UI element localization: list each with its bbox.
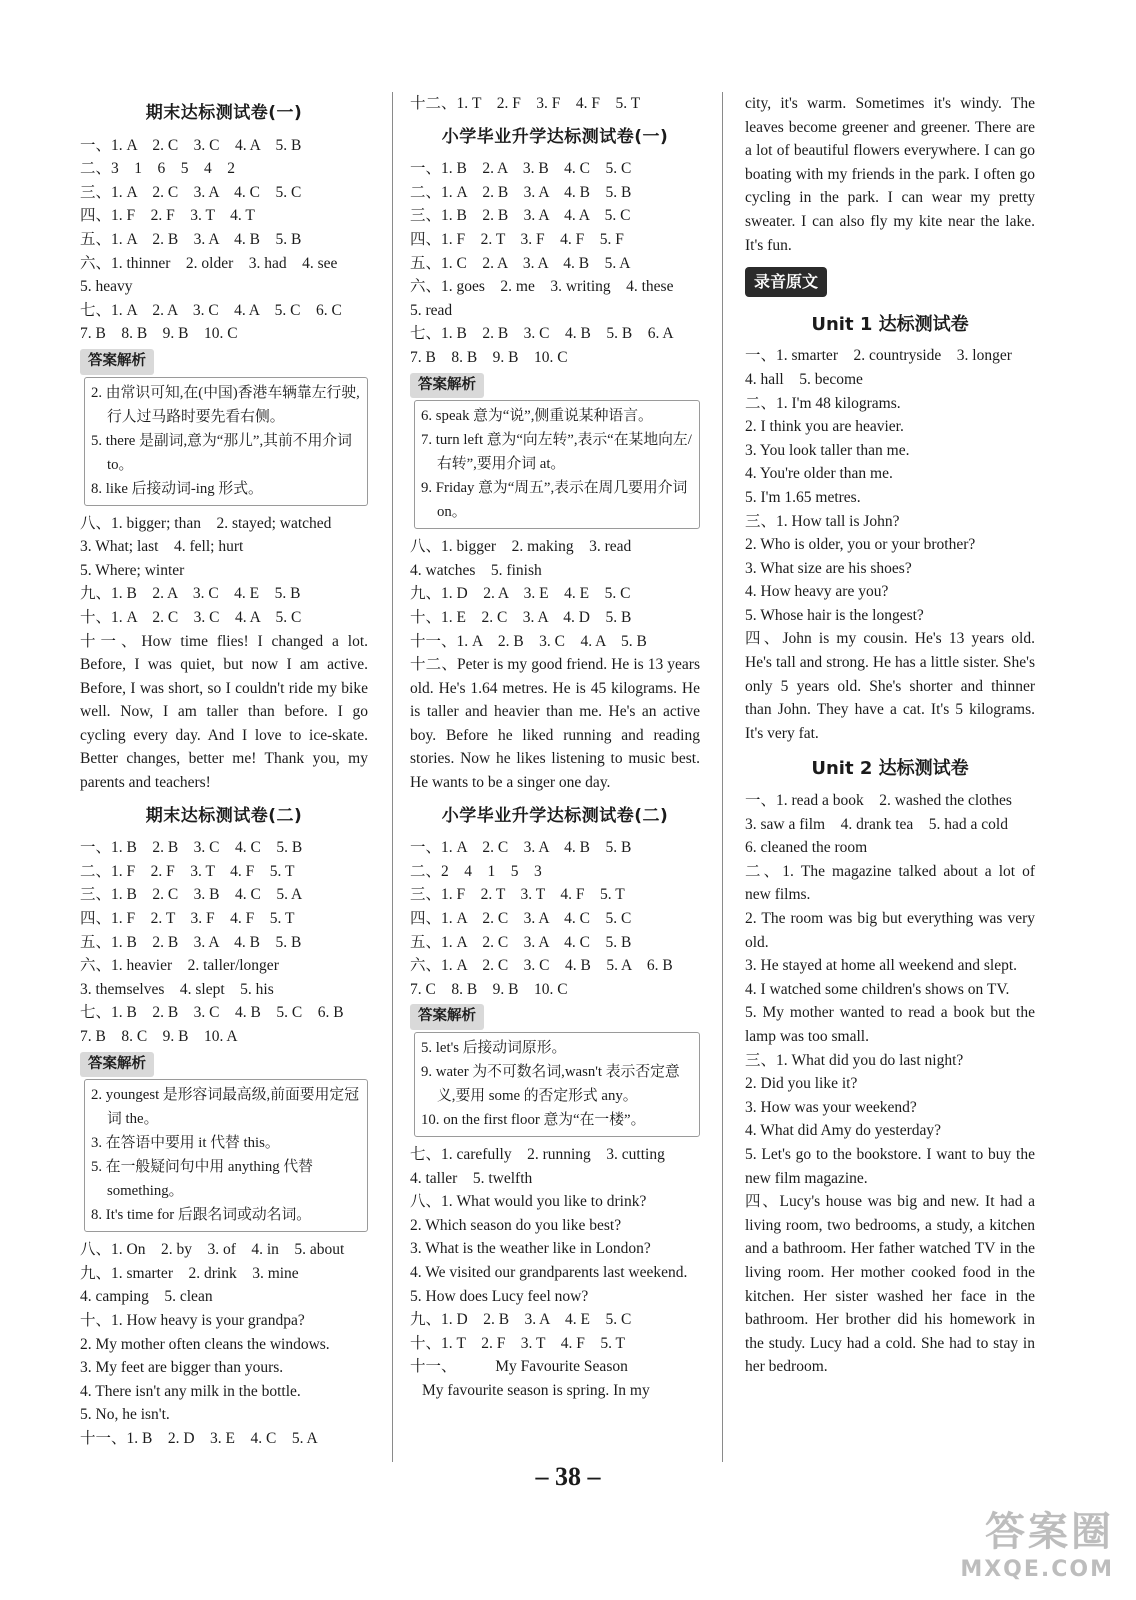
analysis-item: 8. It's time for 后跟名词或动名词。 — [91, 1207, 312, 1224]
answer-line: 十、1. A 2. C 3. C 4. A 5. C — [80, 608, 302, 626]
answer-line: 一、1. read a book 2. washed the clothes — [745, 792, 1012, 810]
answer-paragraph: 2. The room was big but everything was very old. — [745, 910, 1035, 951]
analysis-item: 7. turn left 意为“向左转”,表示“在某地向左/右转”,要用介词 at。 — [421, 432, 692, 473]
answer-line: 八、1. On 2. by 3. of 4. in 5. about — [80, 1241, 345, 1259]
answer-analysis-label: 答案解析 — [80, 1052, 154, 1078]
answer-line: 3. What; last 4. fell; hurt — [80, 538, 244, 556]
watermark — [960, 1500, 1114, 1582]
answer-line: 八、1. bigger; than 2. stayed; watched — [80, 514, 332, 532]
answer-analysis-label: 答案解析 — [410, 373, 484, 399]
answer-analysis-box — [84, 1079, 368, 1232]
answer-line: 4. hall 5. become — [745, 370, 863, 388]
answer-paragraph: 十一、How time flies! I changed a lot. Before, I was quiet, but now I am active. Before, I was short, so I couldn't ride my bike well. Now, I am taller than before. I go cycling every day. And I love to ice-skate. Better changes, better me! Thank you, my parents and teachers! — [80, 632, 368, 792]
answer-line: 4. watches 5. finish — [410, 561, 542, 579]
answer-line: 5. Where; winter — [80, 561, 185, 579]
answer-line: 七、1. A 2. A 3. C 4. A 5. C 6. C — [80, 301, 342, 319]
analysis-item: 5. 在一般疑问句中用 anything 代替 something。 — [91, 1159, 313, 1200]
answer-line: 五、1. B 2. B 3. A 4. B 5. B — [80, 933, 302, 951]
answer-line: 3. What is the weather like in London? — [410, 1240, 651, 1258]
answer-line: 九、1. B 2. A 3. C 4. E 5. B — [80, 585, 301, 603]
unit-title: Unit 2 达标测试卷 — [811, 758, 969, 780]
answer-line: 五、1. A 2. C 3. A 4. C 5. B — [410, 933, 632, 951]
answer-line: 十、1. T 2. F 3. T 4. F 5. T — [410, 1334, 626, 1352]
answer-paragraph: 5. My mother wanted to read a book but the lamp was too small. — [745, 1004, 1035, 1045]
answer-analysis-label: 答案解析 — [80, 349, 154, 375]
answer-line: 3. saw a film 4. drank tea 5. had a cold — [745, 815, 1008, 833]
answer-line: 二、2 4 1 5 3 — [410, 862, 542, 880]
watermark-cn: 答案圈 — [985, 1509, 1114, 1555]
answer-line: 十一、1. A 2. B 3. C 4. A 5. B — [410, 632, 647, 650]
section-title: 小学毕业升学达标测试卷(二) — [441, 805, 669, 826]
answer-line: 十一、 My Favourite Season — [410, 1358, 628, 1376]
recording-script-label-row — [745, 257, 1035, 301]
answer-paragraph: 二、1. The magazine talked about a lot of new films. — [745, 862, 1035, 904]
answer-paragraph: 四、John is my cousin. He's 13 years old. He's tall and strong. He has a little sister. She's only 5 years old. She's shorter and thinner than John. They have a cat. It's 5 kilograms. It's very fat. — [745, 630, 1035, 742]
answer-line: 5. heavy — [80, 278, 133, 296]
answer-line: 7. C 8. B 9. B 10. C — [410, 980, 568, 998]
section-title: 期末达标测试卷(二) — [145, 805, 303, 826]
analysis-item: 9. water 为不可数名词,wasn't 表示否定意义,要用 some 的否定形式 any。 — [421, 1064, 680, 1104]
answer-line: 八、1. What would you like to drink? — [410, 1193, 647, 1211]
answer-line: 八、1. bigger 2. making 3. read — [410, 538, 632, 556]
answer-line: 一、1. B 2. A 3. B 4. C 5. C — [410, 160, 632, 178]
answer-line: 7. B 8. C 9. B 10. A — [80, 1028, 238, 1045]
answer-analysis-label-row — [80, 1049, 368, 1078]
answer-line: 5. No, he isn't. — [80, 1406, 170, 1424]
answer-line: 九、1. D 2. B 3. A 4. E 5. C — [410, 1311, 632, 1329]
answer-line: 7. B 8. B 9. B 10. C — [410, 348, 568, 366]
answer-line: 4. camping 5. clean — [80, 1288, 213, 1306]
answer-line: 四、1. A 2. C 3. A 4. C 5. C — [410, 910, 632, 928]
analysis-item: 3. 在答语中要用 it 代替 this。 — [91, 1135, 280, 1152]
answer-line: 5. How does Lucy feel now? — [410, 1287, 589, 1305]
analysis-item: 9. Friday 意为“周五”,表示在周几要用介词 on。 — [421, 480, 688, 521]
answer-line: 六、1. heavier 2. taller/longer — [80, 957, 279, 975]
answer-line: 7. B 8. B 9. B 10. C — [80, 325, 238, 343]
answer-line: 五、1. C 2. A 3. A 4. B 5. A — [410, 254, 631, 272]
answer-line: 三、1. B 2. B 3. A 4. A 5. C — [410, 207, 631, 225]
answer-line: 二、1. I'm 48 kilograms. — [745, 394, 901, 412]
analysis-item: 8. like 后接动词-ing 形式。 — [91, 480, 263, 497]
answer-line: 三、1. F 2. T 3. T 4. F 5. T — [410, 886, 625, 904]
answer-line: 一、1. A 2. C 3. C 4. A 5. B — [80, 136, 302, 154]
answer-line: 3. You look taller than me. — [745, 441, 910, 459]
answer-line: 3. themselves 4. slept 5. his — [80, 980, 274, 998]
answer-line: 四、1. F 2. T 3. F 4. F 5. F — [410, 230, 624, 248]
answer-analysis-box — [414, 1032, 700, 1137]
answer-line: 六、1. A 2. C 3. C 4. B 5. A 6. B — [410, 957, 673, 975]
analysis-item: 2. 由常识可知,在(中国)香港车辆靠左行驶,行人过马路时要先看右侧。 — [91, 384, 360, 425]
answer-line: 4. You're older than me. — [745, 465, 893, 483]
answer-line: 九、1. smarter 2. drink 3. mine — [80, 1264, 299, 1282]
answer-paragraph: 4. We visited our grandparents last weekend. — [410, 1263, 688, 1281]
answer-analysis-box — [84, 377, 368, 506]
answer-analysis-label: 答案解析 — [410, 1004, 484, 1030]
analysis-item: 6. speak 意为“说”,侧重说某种语言。 — [421, 408, 653, 425]
answer-line: 二、1. F 2. F 3. T 4. F 5. T — [80, 862, 295, 880]
analysis-item: 10. on the first floor 意为“在一楼”。 — [421, 1112, 646, 1128]
answer-line: 一、1. smarter 2. countryside 3. longer — [745, 347, 1012, 365]
unit-title: Unit 1 达标测试卷 — [811, 313, 969, 335]
answer-line: 4. How heavy are you? — [745, 583, 889, 601]
answer-line: 七、1. B 2. B 3. C 4. B 5. B 6. A — [410, 325, 674, 343]
column-divider-2 — [722, 92, 723, 1462]
answer-paragraph: city, it's warm. Sometimes it's windy. The leaves become greener and greener. There are a lot of beautiful flowers everywhere. I can go boating with my friends in the park. I often go cycling in the park. I can wear my pretty sweater. I can also fly my kite near the lake. It's fun. — [745, 95, 1035, 254]
answer-line: 六、1. goes 2. me 3. writing 4. these — [410, 278, 674, 296]
analysis-item: 5. there 是副词,意为“那儿”,其前不用介词 to。 — [91, 432, 352, 473]
answer-line: 2. Who is older, you or your brother? — [745, 536, 976, 554]
answer-paragraph: 3. He stayed at home all weekend and slept. — [745, 957, 1018, 975]
left-column — [80, 92, 368, 1451]
answer-line: 2. My mother often cleans the windows. — [80, 1335, 330, 1353]
right-column — [745, 92, 1035, 1379]
answer-line: 十一、1. B 2. D 3. E 4. C 5. A — [80, 1429, 318, 1447]
answer-paragraph: 5. Let's go to the bookstore. I want to buy the new film magazine. — [745, 1145, 1035, 1187]
answer-line: My favourite season is spring. In my — [422, 1381, 650, 1399]
answer-line: 九、1. D 2. A 3. E 4. E 5. C — [410, 585, 631, 603]
answer-line: 三、1. B 2. C 3. B 4. C 5. A — [80, 886, 303, 904]
recording-script-label: 录音原文 — [745, 267, 827, 297]
middle-column — [410, 92, 700, 1403]
answer-line: 一、1. A 2. C 3. A 4. B 5. B — [410, 839, 632, 857]
answer-analysis-label-row — [410, 370, 700, 399]
page-number: – 38 – — [535, 1462, 601, 1491]
watermark-en: MXQE.COM — [960, 1557, 1114, 1582]
section-title: 小学毕业升学达标测试卷(一) — [441, 126, 669, 147]
answer-line: 三、1. What did you do last night? — [745, 1051, 964, 1069]
answer-line: 三、1. A 2. C 3. A 4. C 5. C — [80, 183, 302, 201]
section-title: 期末达标测试卷(一) — [145, 103, 303, 123]
answer-line: 5. read — [410, 301, 453, 319]
answer-analysis-label-row — [410, 1001, 700, 1030]
answer-line: 2. Did you like it? — [745, 1075, 858, 1093]
column-divider-1 — [392, 92, 393, 1462]
answer-line: 一、1. B 2. B 3. C 4. C 5. B — [80, 839, 303, 857]
analysis-item: 2. youngest 是形容词最高级,前面要用定冠词 the。 — [91, 1087, 359, 1128]
answer-line: 四、1. F 2. T 3. F 4. F 5. T — [80, 910, 295, 928]
answer-line: 2. I think you are heavier. — [745, 418, 904, 436]
answer-analysis-label-row — [80, 346, 368, 375]
answer-line: 2. Which season do you like best? — [410, 1216, 622, 1234]
answer-line: 5. Whose hair is the longest? — [745, 606, 924, 624]
answer-line: 四、1. F 2. F 3. T 4. T — [80, 207, 255, 225]
answer-paragraph: 四、Lucy's house was big and new. It had a living room, two bedrooms, a study, a kitchen and a bathroom. Her father watched TV in the living room. Her mother cooked food in the kitchen. Her sister washed her face in the bathroom. Her brother did his homework in the study. Lucy had a cold. She had to stay in her bedroom. — [745, 1193, 1035, 1376]
answer-paragraph: 十二、Peter is my good friend. He is 13 years old. He's 1.64 metres. He is 45 kilograms. He is taller and heavier than me. He's an active boy. Before he liked running and reading stories. Now he likes listening to music best. He wants to be a singer one day. — [410, 656, 700, 792]
answer-line: 二、3 1 6 5 4 2 — [80, 160, 236, 178]
answer-analysis-box — [414, 400, 700, 529]
answer-line: 4. I watched some children's shows on TV. — [745, 980, 1010, 998]
analysis-item: 5. let's 后接动词原形。 — [421, 1040, 567, 1056]
answer-line: 6. cleaned the room — [745, 839, 868, 857]
answer-line: 5. I'm 1.65 metres. — [745, 488, 861, 506]
answer-line: 3. My feet are bigger than yours. — [80, 1359, 284, 1377]
answer-line: 三、1. How tall is John? — [745, 512, 900, 530]
answer-line: 4. taller 5. twelfth — [410, 1169, 533, 1187]
answer-line: 十二、1. T 2. F 3. F 4. F 5. T — [410, 95, 641, 112]
answer-line: 十、1. E 2. C 3. A 4. D 5. B — [410, 608, 632, 626]
answer-line: 3. What size are his shoes? — [745, 559, 912, 577]
answer-line: 五、1. A 2. B 3. A 4. B 5. B — [80, 230, 302, 248]
answer-line: 六、1. thinner 2. older 3. had 4. see — [80, 254, 338, 272]
answer-line: 4. There isn't any milk in the bottle. — [80, 1382, 301, 1400]
answer-line: 七、1. carefully 2. running 3. cutting — [410, 1146, 665, 1163]
answer-line: 十、1. How heavy is your grandpa? — [80, 1311, 305, 1329]
answer-line: 二、1. A 2. B 3. A 4. B 5. B — [410, 183, 632, 201]
answer-line: 4. What did Amy do yesterday? — [745, 1122, 942, 1140]
answer-line: 3. How was your weekend? — [745, 1098, 917, 1116]
answer-line: 七、1. B 2. B 3. C 4. B 5. C 6. B — [80, 1004, 344, 1022]
